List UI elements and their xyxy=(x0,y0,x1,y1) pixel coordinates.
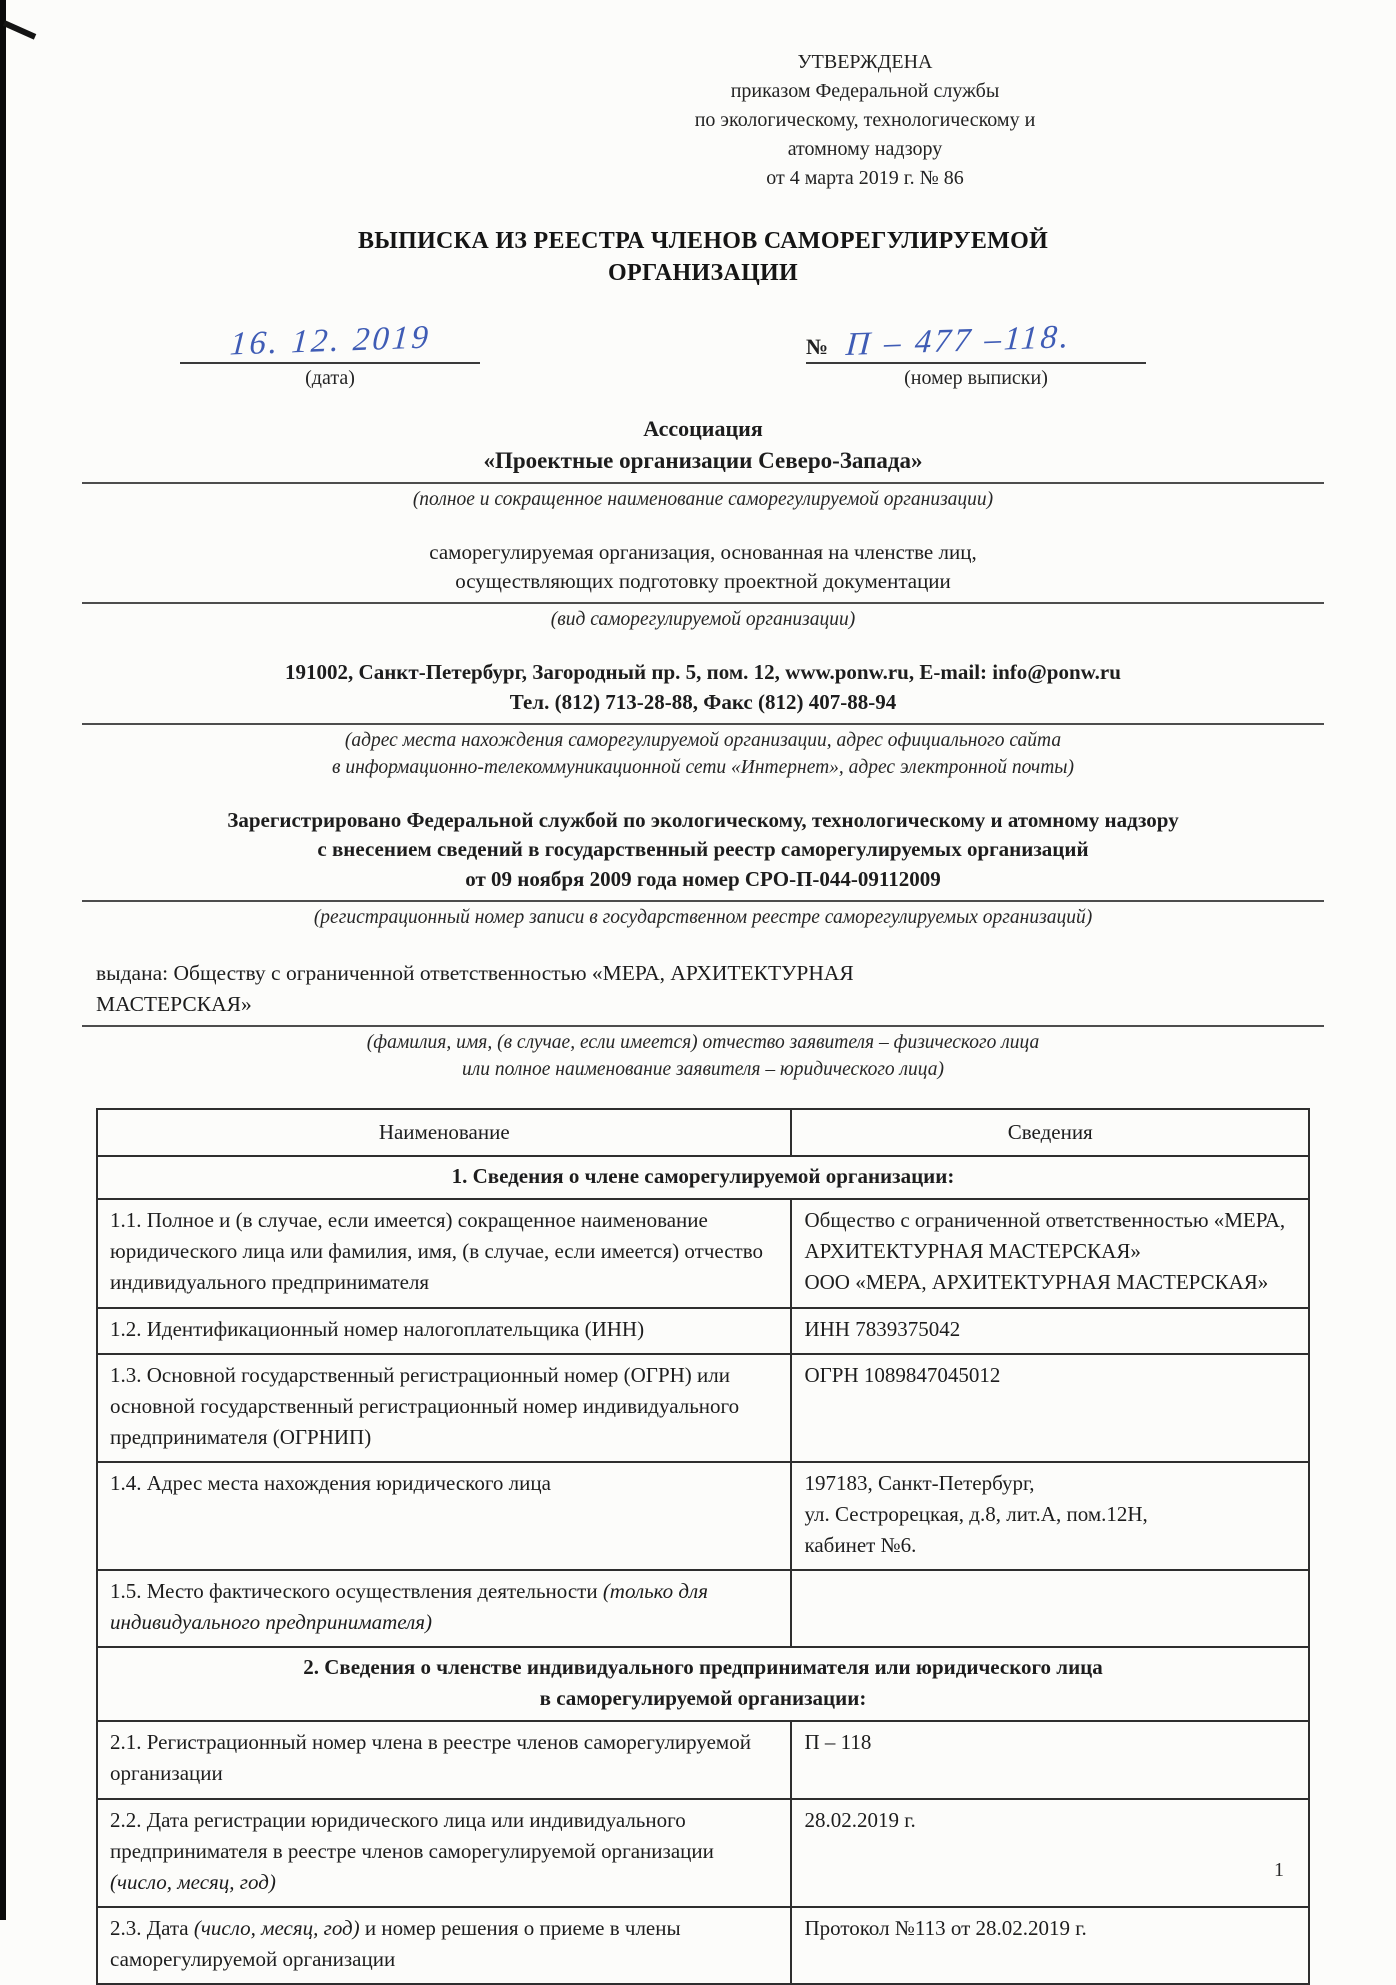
rule xyxy=(82,482,1324,484)
row-value-text: 197183, Санкт-Петербург, xyxy=(804,1470,1035,1495)
row-label-text: 1.1. Полное и (в случае, если имеется) сокращенное наименование юридического лица или фамилия, имя, (в случае, если имеется) отчество индивидуального предпринимателя xyxy=(110,1208,763,1295)
rule xyxy=(82,900,1324,902)
section-2-line: 2. Сведения о членстве индивидуального предпринимателя или юридического лица xyxy=(303,1655,1103,1680)
date-and-number-row xyxy=(96,320,1310,390)
row-value-text: кабинет №6. xyxy=(804,1533,917,1557)
row-label-italic: (число, месяц, год) xyxy=(110,1869,276,1894)
number-caption: (номер выписки) xyxy=(904,366,1048,389)
page-title-line: ВЫПИСКА ИЗ РЕЕСТРА ЧЛЕНОВ САМОРЕГУЛИРУЕМОЙ xyxy=(357,228,1049,254)
table-row xyxy=(97,1354,1309,1462)
section-row xyxy=(97,1647,1309,1721)
row-value-text: ООО «МЕРА, АРХИТЕКТУРНАЯ МАСТЕРСКАЯ» xyxy=(804,1270,1269,1295)
sro-registration-caption: (регистрационный номер записи в государственном реестре саморегулируемых организаций) xyxy=(313,907,1093,929)
sro-type-caption: (вид саморегулируемой организации) xyxy=(550,609,856,631)
issued-to-caption: (фамилия, имя, (в случае, если имеется) отчество заявителя – физического лица xyxy=(366,1032,1040,1054)
row-label-text: 1.3. Основной государственный регистрационный номер (ОГРН) или основной государственный регистрационный номер индивидуального предпринимателя (ОГРНИП) xyxy=(110,1362,740,1449)
handwritten-number: П – 477 –118. xyxy=(844,318,1073,363)
row-label-text: и номер решения о приеме в члены саморегулируемой организации xyxy=(110,1915,681,1971)
row-label xyxy=(97,1462,791,1570)
sro-address-caption: в информационно-телекоммуникационной сети «Интернет», адрес электронной почты) xyxy=(332,756,1074,778)
approval-line: атомному надзору xyxy=(787,138,943,160)
issued-to-line: выдана: Обществу с ограниченной ответственностью «МЕРА, АРХИТЕКТУРНАЯ xyxy=(96,960,854,985)
row-value xyxy=(791,1199,1309,1307)
approval-stamp-block xyxy=(640,48,1090,193)
section-row xyxy=(97,1156,1309,1199)
table-row xyxy=(97,1570,1309,1647)
row-label-text: 1.4. Адрес места нахождения юридического лица xyxy=(110,1470,551,1495)
section-1-title: 1. Сведения о члене саморегулируемой организации: xyxy=(97,1156,1309,1199)
row-label xyxy=(97,1199,791,1307)
rule xyxy=(82,723,1324,725)
sro-name-block xyxy=(96,414,1310,514)
sro-type-block xyxy=(96,538,1310,635)
date-underline xyxy=(180,320,480,364)
sro-registration-line: с внесением сведений в государственный реестр саморегулируемых организаций xyxy=(317,837,1089,862)
row-value-text: П – 118 xyxy=(804,1730,872,1755)
row-label-text: 1.2. Идентификационный номер налогоплательщика (ИНН) xyxy=(110,1316,645,1341)
row-value xyxy=(791,1354,1309,1462)
date-field xyxy=(180,320,480,390)
page-title-line: ОРГАНИЗАЦИИ xyxy=(608,260,798,287)
approval-line: по экологическому, технологическому и xyxy=(694,109,1036,131)
extract-number-field xyxy=(806,320,1146,390)
row-label xyxy=(97,1354,791,1462)
row-value-text: Протокол №113 от 28.02.2019 г. xyxy=(804,1915,1087,1940)
approval-line: приказом Федеральной службы xyxy=(730,80,1000,102)
row-value xyxy=(791,1907,1309,1984)
sro-name-caption: (полное и сокращенное наименование саморегулируемой организации) xyxy=(412,488,994,510)
sro-registration-block xyxy=(96,806,1310,932)
registry-table xyxy=(96,1108,1310,1985)
sro-phone-line: Тел. (812) 713-28-88, Факс (812) 407-88-94 xyxy=(509,690,897,715)
table-row xyxy=(97,1799,1309,1907)
row-value-text: ул. Сестрорецкая, д.8, лит.А, пом.12Н, xyxy=(804,1501,1148,1526)
row-label xyxy=(97,1799,791,1907)
column-header-details: Сведения xyxy=(791,1109,1309,1156)
row-label xyxy=(97,1721,791,1798)
section-2-line: в саморегулируемой организации: xyxy=(539,1686,867,1711)
row-value xyxy=(791,1570,1309,1647)
sro-address-line: 191002, Санкт-Петербург, Загородный пр. 5, пом. 12, www.ponw.ru, E-mail: info@ponw.ru xyxy=(285,660,1121,685)
section-2-title xyxy=(97,1647,1309,1721)
row-label xyxy=(97,1308,791,1354)
sro-type-line: осуществляющих подготовку проектной документации xyxy=(455,569,951,594)
row-value-text: ИНН 7839375042 xyxy=(804,1316,961,1341)
sro-registration-line: от 09 ноября 2009 года номер СРО-П-044-09112009 xyxy=(465,867,941,892)
table-header-row xyxy=(97,1109,1309,1156)
column-header-name: Наименование xyxy=(97,1109,791,1156)
table-row xyxy=(97,1721,1309,1798)
row-value xyxy=(791,1799,1309,1907)
sro-address-block xyxy=(96,658,1310,781)
approval-line: от 4 марта 2019 г. № 86 xyxy=(766,167,964,189)
row-label-text: 2.3. Дата xyxy=(110,1915,194,1940)
issued-to-block xyxy=(96,958,1310,1084)
row-label-italic: (число, месяц, год) xyxy=(193,1915,360,1940)
rule xyxy=(82,602,1324,604)
table-row xyxy=(97,1308,1309,1354)
sro-name-line: «Проектные организации Северо-Запада» xyxy=(483,447,923,473)
row-label-text: 2.2. Дата регистрации юридического лица или индивидуального предпринимателя в реестре членов саморегулируемой организации xyxy=(110,1807,714,1863)
date-caption: (дата) xyxy=(305,366,355,389)
approval-line: УТВЕРЖДЕНА xyxy=(797,51,933,73)
issued-to-line: МАСТЕРСКАЯ» xyxy=(96,992,252,1017)
sro-name-line: Ассоциация xyxy=(643,415,763,441)
page-number: 1 xyxy=(1274,1859,1284,1881)
number-sign: № xyxy=(806,333,829,359)
number-underline xyxy=(806,320,1146,364)
row-value-text: ОГРН 1089847045012 xyxy=(804,1362,1001,1387)
row-value-text: 28.02.2019 г. xyxy=(804,1807,916,1832)
row-value xyxy=(791,1308,1309,1354)
sro-address-caption: (адрес места нахождения саморегулируемой организации, адрес официального сайта xyxy=(344,729,1062,751)
sro-type-line: саморегулируемая организация, основанная на членстве лиц, xyxy=(429,539,977,564)
issued-to-caption: или полное наименование заявителя – юридического лица) xyxy=(461,1059,945,1081)
sro-registration-line: Зарегистрировано Федеральной службой по экологическому, технологическому и атомному надзору xyxy=(227,807,1179,832)
row-value xyxy=(791,1721,1309,1798)
handwritten-date: 16. 12. 2019 xyxy=(228,319,432,363)
table-row xyxy=(97,1907,1309,1984)
row-label xyxy=(97,1907,791,1984)
table-row xyxy=(97,1462,1309,1570)
rule xyxy=(82,1025,1324,1027)
row-value xyxy=(791,1462,1309,1570)
row-value-text: Общество с ограниченной ответственностью «МЕРА, АРХИТЕКТУРНАЯ МАСТЕРСКАЯ» xyxy=(804,1208,1286,1264)
table-row xyxy=(97,1199,1309,1307)
row-label-text: 2.1. Регистрационный номер члена в реестре членов саморегулируемой организации xyxy=(110,1730,751,1786)
row-label-italic: (только для индивидуального предпринимателя) xyxy=(110,1579,708,1635)
row-label-text: 1.5. Место фактического осуществления деятельности xyxy=(110,1579,603,1604)
page-title xyxy=(96,225,1310,290)
row-label xyxy=(97,1570,791,1647)
